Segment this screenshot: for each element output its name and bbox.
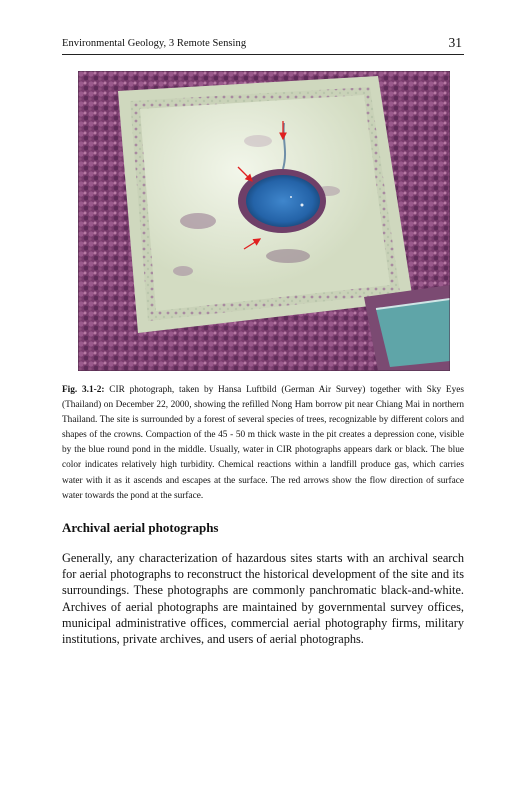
figure-caption xyxy=(62,383,464,504)
caption-text: CIR photograph, taken by Hansa Luftbild (German Air Survey) together with Sky Eyes (Thailand) on December 22, 2000, showing the refilled Nong Ham borrow pit near Chiang Mai in northern Thailand. The site is surrounded by a forest of several species of trees, recognizable by different colors and shapes of the crowns. Compaction of the 45 - 50 m thick waste in the pit creates a depression cone, visible by the blue round pond in the middle. Usually, water in CIR photographs appears dark or black. The blue color indicates relatively high turbidity. Chemical reactions within a landfill produce gas, which carries water with it as it ascends and escapes at the surface. The red arrows show the flow direction of surface water towards the pond at the surface. xyxy=(62,385,464,501)
section-heading: Archival aerial photographs xyxy=(62,520,219,535)
aerial-photo-figure xyxy=(78,71,450,371)
aerial-photo-image xyxy=(78,71,450,371)
body-paragraph: Generally, any characterization of hazardous sites starts with an archival search for aerial photographs to reconstruct the historical development of the site and its surroundings. These photographs are commonly panchromatic black-and-white. Archives of aerial photographs are maintained by governmental survey offices, municipal administrative offices, commercial aerial photography firms, military institutions, private archives, and users of aerial photographs. xyxy=(62,551,464,647)
header-title: Environmental Geology, 3 Remote Sensing xyxy=(62,38,247,49)
caption-figure-label: Fig. 3.1-2: xyxy=(62,385,105,395)
page-number: 31 xyxy=(448,35,462,50)
running-header xyxy=(62,36,464,55)
